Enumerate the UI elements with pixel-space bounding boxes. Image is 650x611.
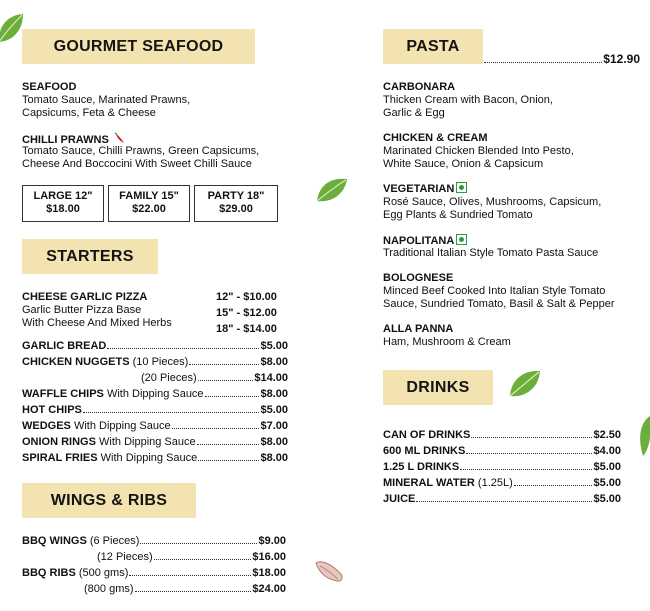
menu-row-600ml-drinks (383, 445, 621, 458)
item-name-cheese-garlic-pizza: CHEESE GARLIC PIZZA (22, 291, 148, 303)
item-name: WAFFLE CHIPS (22, 388, 104, 400)
item-name-napolitana (383, 234, 467, 248)
section-header-wings-ribs: WINGS & RIBS (22, 483, 196, 518)
item-desc-seafood-2: Capsicums, Feta & Cheese (22, 107, 156, 119)
item-name: JUICE (383, 493, 416, 505)
item-price: $5.00 (260, 404, 288, 416)
item-name: 600 ML DRINKS (383, 445, 466, 457)
item-note: (1.25L) (474, 477, 513, 489)
item-name-bolognese: BOLOGNESE (383, 272, 454, 284)
item-name-carbonara: CARBONARA (383, 81, 456, 93)
vegetarian-label: VEGETARIAN (383, 183, 455, 195)
item-note: With Dipping Sauce (103, 388, 204, 400)
item-desc-carbonara-1: Thicken Cream with Bacon, Onion, (383, 94, 553, 106)
pasta-price: $12.90 (603, 52, 640, 66)
item-price: $8.00 (260, 356, 288, 368)
menu-row-bbq-wings-6 (22, 535, 286, 548)
item-note: (20 Pieces) (141, 372, 197, 384)
item-desc-vegetarian-2: Egg Plants & Sundried Tomato (383, 209, 533, 221)
menu-row-chicken-nuggets-20 (141, 372, 288, 385)
item-price: $5.00 (260, 340, 288, 352)
menu-row-wedges (22, 420, 288, 433)
item-name-chicken-cream: CHICKEN & CREAM (383, 132, 488, 144)
basil-leaf-icon (315, 175, 349, 205)
item-note: With Dipping Sauce (95, 436, 196, 448)
item-name-seafood: SEAFOOD (22, 81, 77, 93)
menu-row-bbq-wings-12 (97, 551, 286, 564)
item-name: ONION RINGS (22, 436, 96, 448)
item-price: $8.00 (260, 436, 288, 448)
item-desc-chilli-prawns-2: Cheese And Boccocini With Sweet Chilli Sauce (22, 158, 252, 170)
item-name: GARLIC BREAD (22, 340, 107, 352)
menu-row-hot-chips (22, 404, 288, 417)
item-price: $5.00 (593, 461, 621, 473)
section-header-pasta: PASTA (383, 29, 483, 64)
item-note: With Dipping Sauce (70, 420, 171, 432)
basil-leaf-icon (629, 412, 650, 462)
pasta-price-row (483, 53, 640, 66)
item-name: HOT CHIPS (22, 404, 82, 416)
item-desc-chicken-cream-1: Marinated Chicken Blended Into Pesto, (383, 145, 574, 157)
item-name: SPIRAL FRIES (22, 452, 98, 464)
menu-row-spiral-fries (22, 452, 288, 465)
item-desc-cheese-garlic-pizza-1: Garlic Butter Pizza Base (22, 304, 142, 316)
item-name: CHICKEN NUGGETS (22, 356, 130, 368)
item-price: $2.50 (593, 429, 621, 441)
item-name-alla-panna: ALLA PANNA (383, 323, 454, 335)
basil-leaf-icon (508, 368, 542, 400)
item-desc-cheese-garlic-pizza-2: With Cheese And Mixed Herbs (22, 317, 172, 329)
item-name: CAN OF DRINKS (383, 429, 471, 441)
item-price: $5.00 (593, 477, 621, 489)
menu-row-onion-rings (22, 436, 288, 449)
section-header-starters: STARTERS (22, 239, 158, 274)
size-label: LARGE 12" (33, 190, 93, 202)
size-box-family (108, 185, 190, 222)
item-price: $4.00 (593, 445, 621, 457)
item-desc-vegetarian-1: Rosé Sauce, Olives, Mushrooms, Capsicum, (383, 196, 602, 208)
item-price: $9.00 (258, 535, 286, 547)
menu-row-juice (383, 493, 621, 506)
item-desc-bolognese-2: Sauce, Sundried Tomato, Basil & Salt & Pepper (383, 298, 615, 310)
item-name-vegetarian (383, 182, 467, 196)
menu-row-bbq-ribs-500 (22, 567, 286, 580)
item-desc-alla-panna-1: Ham, Mushroom & Cream (383, 336, 511, 348)
menu-row-can-of-drinks (383, 429, 621, 442)
section-header-gourmet-seafood: GOURMET SEAFOOD (22, 29, 255, 64)
item-name: BBQ WINGS (22, 535, 87, 547)
size-label: FAMILY 15" (119, 190, 179, 202)
item-note: (800 gms) (84, 583, 134, 595)
item-note: With Dipping Sauce (97, 452, 198, 464)
veg-icon (456, 234, 467, 245)
item-name: WEDGES (22, 420, 71, 432)
size-box-large (22, 185, 104, 222)
chilli-icon (114, 132, 126, 144)
veg-icon (456, 182, 467, 193)
item-desc-carbonara-2: Garlic & Egg (383, 107, 445, 119)
item-price: $18.00 (252, 567, 286, 579)
item-price: $8.00 (260, 388, 288, 400)
menu-row-garlic-bread (22, 340, 288, 353)
item-name: MINERAL WATER (383, 477, 475, 489)
item-name: 1.25 L DRINKS (383, 461, 460, 473)
menu-row-chicken-nuggets-10 (22, 356, 288, 369)
menu-row-1-25l-drinks (383, 461, 621, 474)
price-cheese-garlic-18: 18" - $14.00 (216, 323, 277, 335)
napolitana-label: NAPOLITANA (383, 235, 455, 247)
item-desc-bolognese-1: Minced Beef Cooked Into Italian Style Tomato (383, 285, 606, 297)
item-note: (6 Pieces) (86, 535, 140, 547)
price-cheese-garlic-15: 15" - $12.00 (216, 307, 277, 319)
item-price: $8.00 (260, 452, 288, 464)
size-box-party (194, 185, 278, 222)
item-price: $16.00 (252, 551, 286, 563)
item-desc-chicken-cream-2: White Sauce, Onion & Capsicum (383, 158, 544, 170)
size-price: $18.00 (46, 203, 80, 215)
section-header-drinks: DRINKS (383, 370, 493, 405)
item-desc-napolitana-1: Traditional Italian Style Tomato Pasta Sauce (383, 247, 599, 259)
menu-row-bbq-ribs-800 (84, 583, 286, 596)
item-desc-chilli-prawns-1: Tomato Sauce, Chilli Prawns, Green Capsicums, (22, 145, 260, 157)
item-name: BBQ RIBS (22, 567, 76, 579)
item-price: $14.00 (254, 372, 288, 384)
size-price: $22.00 (132, 203, 166, 215)
size-price: $29.00 (219, 203, 253, 215)
size-label: PARTY 18" (207, 190, 265, 202)
menu-row-waffle-chips (22, 388, 288, 401)
chilli-prawns-label: CHILLI PRAWNS (22, 134, 109, 146)
item-price: $5.00 (593, 493, 621, 505)
item-price: $24.00 (252, 583, 286, 595)
item-price: $7.00 (260, 420, 288, 432)
item-note: (12 Pieces) (97, 551, 153, 563)
price-cheese-garlic-12: 12" - $10.00 (216, 291, 277, 303)
menu-row-mineral-water (383, 477, 621, 490)
item-note: (500 gms) (75, 567, 129, 579)
garlic-clove-icon (312, 555, 346, 585)
item-note: (10 Pieces) (129, 356, 189, 368)
item-desc-seafood-1: Tomato Sauce, Marinated Prawns, (22, 94, 191, 106)
